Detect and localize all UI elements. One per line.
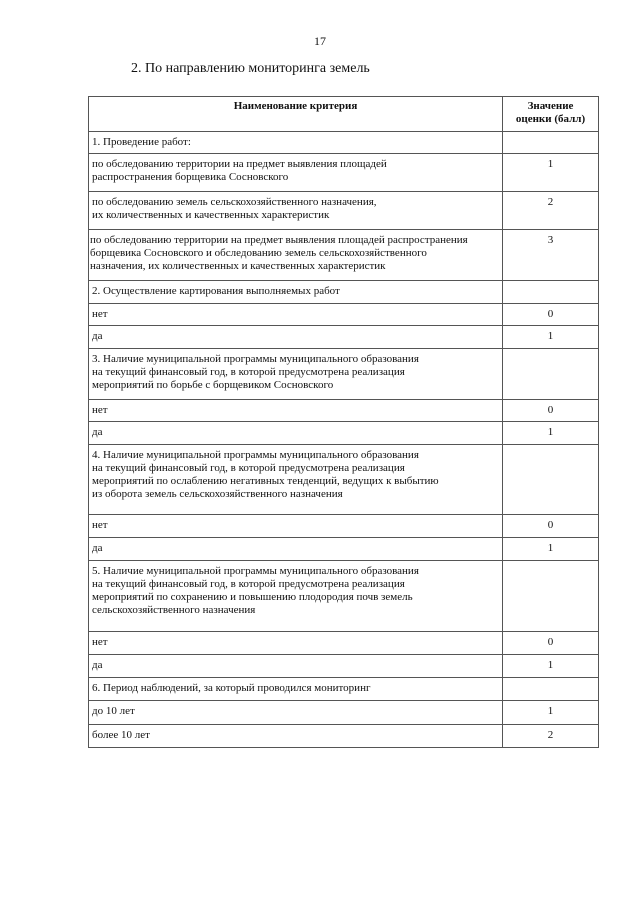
table-row xyxy=(89,561,599,632)
score-cell: 0 xyxy=(503,304,599,326)
table-row xyxy=(89,515,599,538)
criterion-text: 3. Наличие муниципальной программы муниципального образования xyxy=(92,353,419,365)
header-criterion-label: Наименование критерия xyxy=(233,100,358,112)
criterion-cell xyxy=(89,400,503,422)
criterion-cell xyxy=(89,422,503,445)
table-row xyxy=(89,132,599,154)
table-row xyxy=(89,230,599,281)
table-row xyxy=(89,192,599,230)
criterion-text: по обследованию территории на предмет выявления площадей xyxy=(92,158,387,170)
criterion-text: да xyxy=(92,659,103,671)
criterion-text: сельскохозяйственного назначения xyxy=(92,604,256,616)
criterion-cell xyxy=(89,349,503,400)
score-cell xyxy=(503,561,599,632)
header-criterion xyxy=(89,97,503,132)
criterion-cell xyxy=(89,154,503,192)
criterion-text: до 10 лет xyxy=(92,705,135,717)
criterion-cell xyxy=(89,725,503,748)
table-row xyxy=(89,725,599,748)
criterion-text: по обследованию территории на предмет выявления площадей распространения xyxy=(90,234,468,246)
criterion-cell xyxy=(89,538,503,561)
page-number: 17 xyxy=(314,34,326,48)
section-heading: 2. По направлению мониторинга земель xyxy=(131,61,370,76)
criterion-cell xyxy=(89,281,503,304)
criterion-text: их количественных и качественных характеристик xyxy=(92,209,330,221)
score-cell xyxy=(503,349,599,400)
criterion-cell xyxy=(89,132,503,154)
score-cell: 2 xyxy=(503,192,599,230)
criterion-text: на текущий финансовый год, в которой предусмотрена реализация xyxy=(92,578,405,590)
table-row xyxy=(89,701,599,725)
criterion-text: нет xyxy=(92,308,108,320)
header-score-label: Значение оценки (балл) xyxy=(515,100,586,125)
criterion-cell xyxy=(89,445,503,515)
score-cell: 1 xyxy=(503,154,599,192)
score-cell: 3 xyxy=(503,230,599,281)
criterion-cell xyxy=(89,655,503,678)
score-cell: 1 xyxy=(503,326,599,349)
criterion-text: 6. Период наблюдений, за который проводился мониторинг xyxy=(92,682,371,694)
criterion-cell xyxy=(89,515,503,538)
criterion-cell xyxy=(89,192,503,230)
criterion-text: нет xyxy=(92,519,108,531)
criterion-text: назначения, их количественных и качественных характеристик xyxy=(90,260,386,272)
table-row xyxy=(89,632,599,655)
criterion-text: на текущий финансовый год, в которой предусмотрена реализация xyxy=(92,366,405,378)
score-cell xyxy=(503,678,599,701)
score-cell xyxy=(503,281,599,304)
score-cell: 1 xyxy=(503,538,599,561)
score-cell: 0 xyxy=(503,400,599,422)
score-cell: 0 xyxy=(503,515,599,538)
criterion-text: 5. Наличие муниципальной программы муниципального образования xyxy=(92,565,419,577)
criterion-text: борщевика Сосновского и обследованию земель сельскохозяйственного xyxy=(90,247,427,259)
criterion-text: из оборота земель сельскохозяйственного назначения xyxy=(92,488,343,500)
criterion-cell xyxy=(89,561,503,632)
score-cell: 2 xyxy=(503,725,599,748)
table-row xyxy=(89,422,599,445)
score-cell: 1 xyxy=(503,422,599,445)
score-cell: 1 xyxy=(503,655,599,678)
criterion-cell xyxy=(89,632,503,655)
criterion-cell xyxy=(89,701,503,725)
criterion-text: да xyxy=(92,542,103,554)
table-row xyxy=(89,445,599,515)
criterion-text: да xyxy=(92,426,103,438)
table-row xyxy=(89,678,599,701)
table-row xyxy=(89,326,599,349)
table-row xyxy=(89,281,599,304)
criterion-cell xyxy=(89,326,503,349)
criterion-text: мероприятий по сохранению и повышению плодородия почв земель xyxy=(92,591,413,603)
criterion-text: 1. Проведение работ: xyxy=(92,136,191,148)
table-row xyxy=(89,400,599,422)
criteria-table xyxy=(88,96,599,748)
criterion-cell xyxy=(89,678,503,701)
criterion-text: нет xyxy=(92,404,108,416)
table-row xyxy=(89,655,599,678)
criterion-text: мероприятий по ослаблению негативных тенденций, ведущих к выбытию xyxy=(92,475,439,487)
table-row xyxy=(89,349,599,400)
table-header-row xyxy=(89,97,599,132)
header-score xyxy=(503,97,599,132)
table-row xyxy=(89,154,599,192)
score-cell xyxy=(503,445,599,515)
criterion-text: более 10 лет xyxy=(92,729,150,741)
score-cell xyxy=(503,132,599,154)
score-cell: 1 xyxy=(503,701,599,725)
criterion-cell xyxy=(89,230,503,281)
criterion-text: распространения борщевика Сосновского xyxy=(92,171,289,183)
table-row xyxy=(89,304,599,326)
criterion-text: нет xyxy=(92,636,108,648)
score-cell: 0 xyxy=(503,632,599,655)
table-row xyxy=(89,538,599,561)
criterion-text: да xyxy=(92,330,103,342)
criteria-body xyxy=(89,132,599,748)
criterion-text: мероприятий по борьбе с борщевиком Сосновского xyxy=(92,379,334,391)
criterion-text: по обследованию земель сельскохозяйственного назначения, xyxy=(92,196,377,208)
criterion-text: 2. Осуществление картирования выполняемых работ xyxy=(92,285,340,297)
criterion-cell xyxy=(89,304,503,326)
criterion-text: 4. Наличие муниципальной программы муниципального образования xyxy=(92,449,419,461)
criterion-text: на текущий финансовый год, в которой предусмотрена реализация xyxy=(92,462,405,474)
